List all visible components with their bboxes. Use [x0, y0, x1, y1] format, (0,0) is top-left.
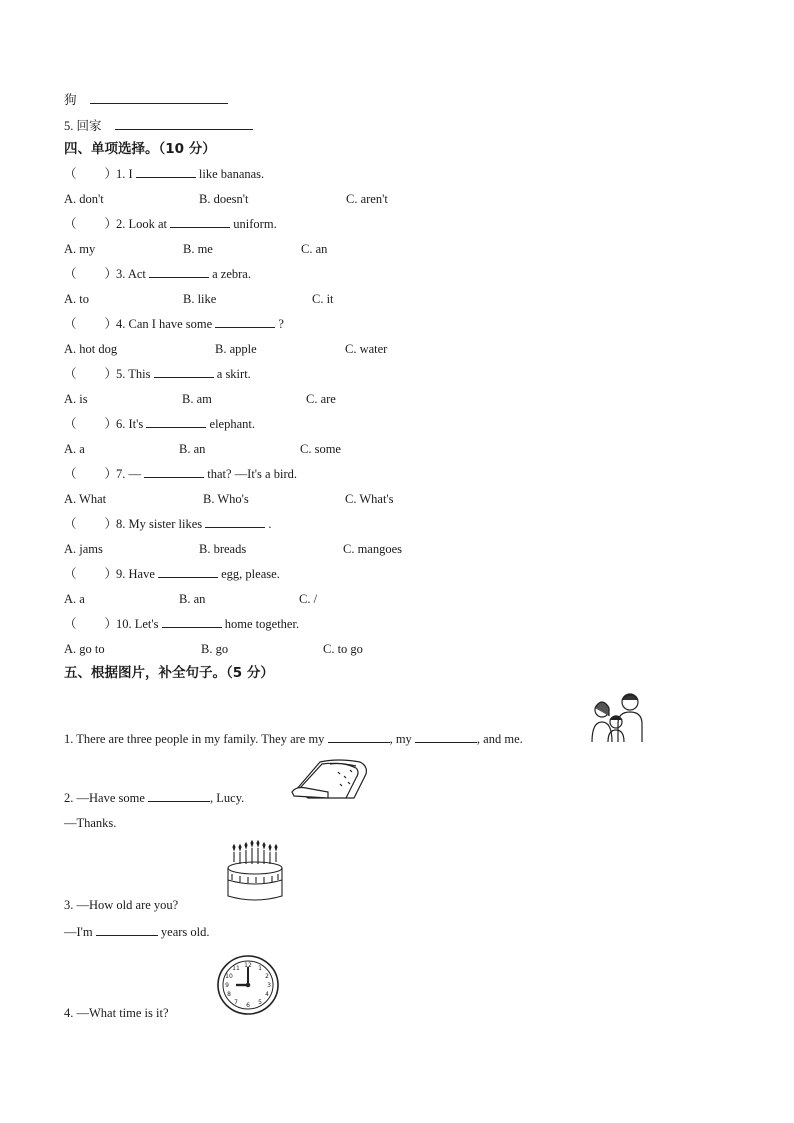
option-c[interactable]: C. it — [312, 292, 334, 306]
question-row — [64, 516, 271, 532]
option-c[interactable]: C. mangoes — [343, 542, 403, 556]
svg-text:3: 3 — [267, 982, 271, 989]
answer-blank[interactable] — [162, 616, 222, 628]
question-stem-end: egg, please. — [221, 567, 280, 581]
option-a[interactable]: A. a — [64, 592, 85, 606]
clock-icon — [216, 954, 280, 1016]
answer-paren[interactable]: （ ） — [64, 467, 118, 481]
question-stem-end: a skirt. — [216, 367, 251, 381]
answer-paren[interactable]: （ ） — [64, 217, 118, 231]
option-a[interactable]: A. a — [64, 442, 85, 456]
question-stem: Have — [128, 567, 155, 581]
option-c[interactable]: C. are — [306, 392, 336, 406]
question-stem-end: . — [268, 517, 272, 531]
vocab-line-dog — [64, 92, 228, 108]
answer-blank[interactable] — [158, 566, 218, 578]
answer-paren[interactable]: （ ） — [64, 317, 118, 331]
answer-blank[interactable] — [205, 516, 265, 528]
option-c[interactable]: C. / — [299, 592, 318, 606]
option-a[interactable]: A. my — [64, 242, 96, 256]
svg-text:12: 12 — [244, 962, 252, 969]
question-stem: It's — [128, 417, 144, 431]
question-stem: — — [128, 467, 141, 481]
question-stem: Let's — [134, 617, 159, 631]
question-stem-end: home together. — [224, 617, 300, 631]
answer-paren[interactable]: （ ） — [64, 167, 118, 181]
picture-question-1: 1. There are three people in my family. They are my , my , and me. — [64, 732, 523, 746]
answer-blank[interactable] — [149, 266, 209, 278]
question-stem-end: ? — [278, 317, 284, 331]
option-b[interactable]: B. go — [201, 642, 229, 656]
family-icon — [588, 690, 654, 744]
question-number: 4. — [116, 317, 126, 331]
answer-paren[interactable]: （ ） — [64, 367, 118, 381]
question-stem: This — [128, 367, 151, 381]
option-a[interactable]: A. to — [64, 292, 89, 306]
question-number: 3. — [116, 267, 126, 281]
vocab-number: 5. — [64, 119, 74, 133]
option-b[interactable]: B. Who's — [203, 492, 249, 506]
svg-text:7: 7 — [234, 999, 238, 1006]
answer-paren[interactable]: （ ） — [64, 267, 118, 281]
question-stem: My sister likes — [128, 517, 203, 531]
question-row — [64, 166, 264, 182]
question-stem-end: a zebra. — [212, 267, 251, 281]
svg-text:11: 11 — [232, 965, 240, 972]
option-a[interactable]: A. don't — [64, 192, 104, 206]
option-a[interactable]: A. is — [64, 392, 88, 406]
picture-question-3: 3. —How old are you? — [64, 898, 179, 912]
answer-blank[interactable] — [328, 731, 390, 743]
question-stem-end: that? —It's a bird. — [207, 467, 297, 481]
section-4-title: 四、单项选择。（10 分） — [64, 141, 216, 157]
question-stem: Act — [127, 267, 146, 281]
question-stem-end: elephant. — [209, 417, 255, 431]
answer-blank[interactable] — [415, 731, 477, 743]
vocab-word: 回家 — [76, 119, 102, 133]
answer-blank[interactable] — [136, 166, 196, 178]
question-stem-end: uniform. — [233, 217, 277, 231]
answer-blank[interactable] — [154, 366, 214, 378]
section-5-title: 五、根据图片，补全句子。（5 分） — [64, 665, 274, 681]
option-c[interactable]: C. aren't — [346, 192, 388, 206]
question-row — [64, 616, 299, 632]
question-stem: I — [128, 167, 133, 181]
option-b[interactable]: B. an — [179, 592, 206, 606]
option-c[interactable]: C. some — [300, 442, 341, 456]
svg-text:10: 10 — [225, 973, 233, 980]
svg-text:4: 4 — [265, 991, 269, 998]
option-a[interactable]: A. What — [64, 492, 107, 506]
svg-text:9: 9 — [225, 982, 229, 989]
vocab-word: 狗 — [64, 93, 77, 107]
option-a[interactable]: A. go to — [64, 642, 105, 656]
option-b[interactable]: B. an — [179, 442, 206, 456]
answer-paren[interactable]: （ ） — [64, 567, 118, 581]
question-row — [64, 366, 251, 382]
answer-blank[interactable] — [96, 924, 158, 936]
answer-paren[interactable]: （ ） — [64, 417, 118, 431]
option-c[interactable]: C. What's — [345, 492, 394, 506]
answer-paren[interactable]: （ ） — [64, 617, 118, 631]
option-b[interactable]: B. like — [183, 292, 217, 306]
question-row — [64, 316, 284, 332]
answer-blank[interactable] — [215, 316, 275, 328]
option-c[interactable]: C. water — [345, 342, 388, 356]
answer-blank[interactable] — [144, 466, 204, 478]
question-row — [64, 216, 277, 232]
question-number: 2. — [116, 217, 126, 231]
svg-text:2: 2 — [265, 973, 269, 980]
picture-question-2: 2. —Have some , Lucy. — [64, 791, 245, 805]
svg-text:8: 8 — [227, 991, 231, 998]
option-b[interactable]: B. apple — [215, 342, 257, 356]
answer-paren[interactable]: （ ） — [64, 517, 118, 531]
question-number: 6. — [116, 417, 126, 431]
option-a[interactable]: A. jams — [64, 542, 103, 556]
question-number: 10. — [116, 617, 132, 631]
birthday-cake-icon — [222, 838, 288, 904]
picture-question-3-answer: —I'm years old. — [64, 925, 210, 939]
svg-text:1: 1 — [258, 965, 262, 972]
bread-icon — [290, 754, 370, 800]
question-row — [64, 466, 297, 482]
option-c[interactable]: C. to go — [323, 642, 363, 656]
question-row — [64, 566, 280, 582]
answer-blank[interactable] — [170, 216, 230, 228]
answer-blank[interactable] — [146, 416, 206, 428]
answer-blank[interactable] — [90, 92, 228, 104]
option-b[interactable]: B. breads — [199, 542, 247, 556]
option-b[interactable]: B. me — [183, 242, 213, 256]
answer-blank[interactable] — [115, 118, 253, 130]
answer-blank[interactable] — [148, 790, 210, 802]
question-row — [64, 266, 251, 282]
svg-text:5: 5 — [258, 999, 262, 1006]
option-b[interactable]: B. doesn't — [199, 192, 249, 206]
question-number: 5. — [116, 367, 126, 381]
question-stem: Can I have some — [128, 317, 213, 331]
question-number: 8. — [116, 517, 126, 531]
option-c[interactable]: C. an — [301, 242, 328, 256]
question-row — [64, 416, 255, 432]
question-number: 9. — [116, 567, 126, 581]
picture-question-2-reply: —Thanks. — [64, 816, 117, 830]
vocab-line-go-home — [64, 118, 253, 134]
picture-question-4: 4. —What time is it? — [64, 1006, 169, 1020]
svg-text:6: 6 — [246, 1002, 250, 1009]
question-stem: Look at — [128, 217, 168, 231]
option-b[interactable]: B. am — [182, 392, 212, 406]
question-number: 1. — [116, 167, 126, 181]
question-number: 7. — [116, 467, 126, 481]
option-a[interactable]: A. hot dog — [64, 342, 118, 356]
question-stem-end: like bananas. — [198, 167, 265, 181]
